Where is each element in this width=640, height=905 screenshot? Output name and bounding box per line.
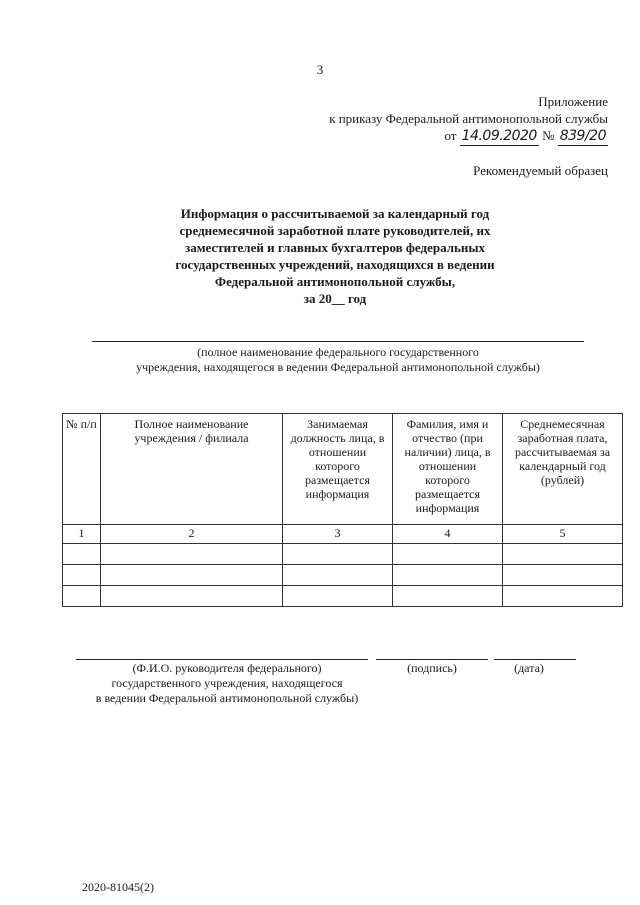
table-row xyxy=(63,586,623,607)
title-line: за 20__ год xyxy=(303,291,367,306)
header-cell: Занимаемая должность лица, в отношении которого размещается информация xyxy=(283,414,393,525)
document-code: 2020-81045(2) xyxy=(82,880,154,894)
sample-label: Рекомендуемый образец xyxy=(473,163,608,178)
title-line: Федеральной антимонопольной службы, xyxy=(214,274,456,289)
order-date: 14.09.2020 xyxy=(461,128,537,144)
order-date-number-line: от 14.09.2020 № 839/20 xyxy=(444,128,606,144)
column-number-row xyxy=(63,525,623,544)
date-line xyxy=(494,659,576,660)
signature-line xyxy=(376,659,488,660)
column-number: 4 xyxy=(393,525,503,544)
order-number: 839/20 xyxy=(559,128,606,144)
signature-caption: (подпись) xyxy=(407,661,457,675)
date-caption: (дата) xyxy=(514,661,544,675)
appendix-label: Приложение xyxy=(538,94,608,109)
salary-info-table xyxy=(62,413,623,607)
title-line: заместителей и главных бухгалтеров федеральных xyxy=(184,240,486,255)
header-cell: Фамилия, имя и отчество (при наличии) лица, в отношении которого размещается информация xyxy=(393,414,503,525)
table-row xyxy=(63,565,623,586)
column-number: 5 xyxy=(503,525,623,544)
header-cell: Полное наименование учреждения / филиала xyxy=(101,414,283,525)
name-signature-line xyxy=(76,659,368,660)
head-name-caption: (Ф.И.О. руководителя федерального) государственного учреждения, находящегося в ведении Федеральной антимонопольной службы) xyxy=(95,661,359,705)
title-line: Информация о рассчитываемой за календарный год xyxy=(180,206,490,221)
column-number: 1 xyxy=(63,525,101,544)
column-number: 2 xyxy=(101,525,283,544)
table-row xyxy=(63,544,623,565)
document-title xyxy=(100,205,570,307)
page-number: 3 xyxy=(316,62,324,77)
title-line: среднемесячной заработной плате руководителей, их xyxy=(179,223,491,238)
table-header-row xyxy=(63,414,623,525)
header-cell: № п/п xyxy=(63,414,101,525)
appendix-block xyxy=(329,93,608,146)
institution-name-line xyxy=(92,341,584,342)
institution-caption: (полное наименование федерального государственного учреждения, находящегося в ведении Федеральной антимонопольной службы) xyxy=(136,345,540,374)
order-reference: к приказу Федеральной антимонопольной службы xyxy=(329,111,608,126)
title-line: государственных учреждений, находящихся в ведении xyxy=(175,257,495,272)
column-number: 3 xyxy=(283,525,393,544)
header-cell: Среднемесячная заработная плата, рассчитываемая за календарный год (рублей) xyxy=(503,414,623,525)
